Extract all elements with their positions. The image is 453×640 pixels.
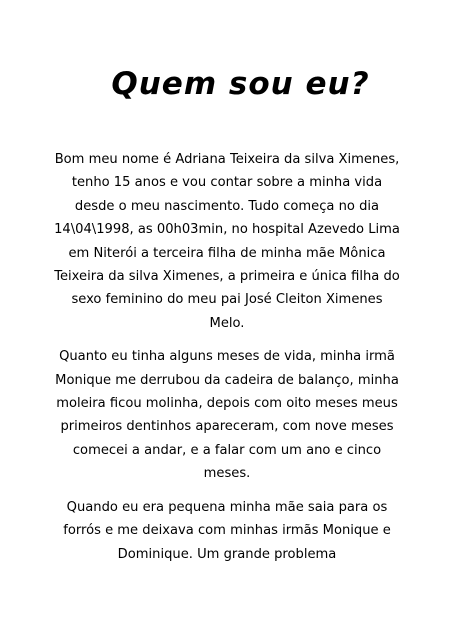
paragraph-childhood: Quando eu era pequena minha mãe saia para os forrós e me deixava com minhas irmãs Monique e Dominique. Um grande problema bbox=[63, 499, 391, 562]
document-title: Quem sou eu? bbox=[111, 66, 370, 102]
paragraph-early-months: Quanto eu tinha alguns meses de vida, minha irmã Monique me derrubou da cadeira de balanço, minha moleira ficou molinha, depois com oito meses meus primeiros dentinhos apareceram, com nove meses comecei a andar, e a falar com um ano e cinco meses. bbox=[55, 349, 399, 482]
document-body bbox=[52, 148, 402, 566]
paragraph-birth: Bom meu nome é Adriana Teixeira da silva Ximenes, tenho 15 anos e vou contar sobre a minha vida desde o meu nascimento. Tudo começa no dia 14\04\1998, as 00h03min, no hospital Azevedo Lima em Niterói a terceira filha de minha mãe Mônica Teixeira da silva Ximenes, a primeira e única filha do sexo feminino do meu pai José Cleiton Ximenes Melo. bbox=[54, 152, 400, 331]
